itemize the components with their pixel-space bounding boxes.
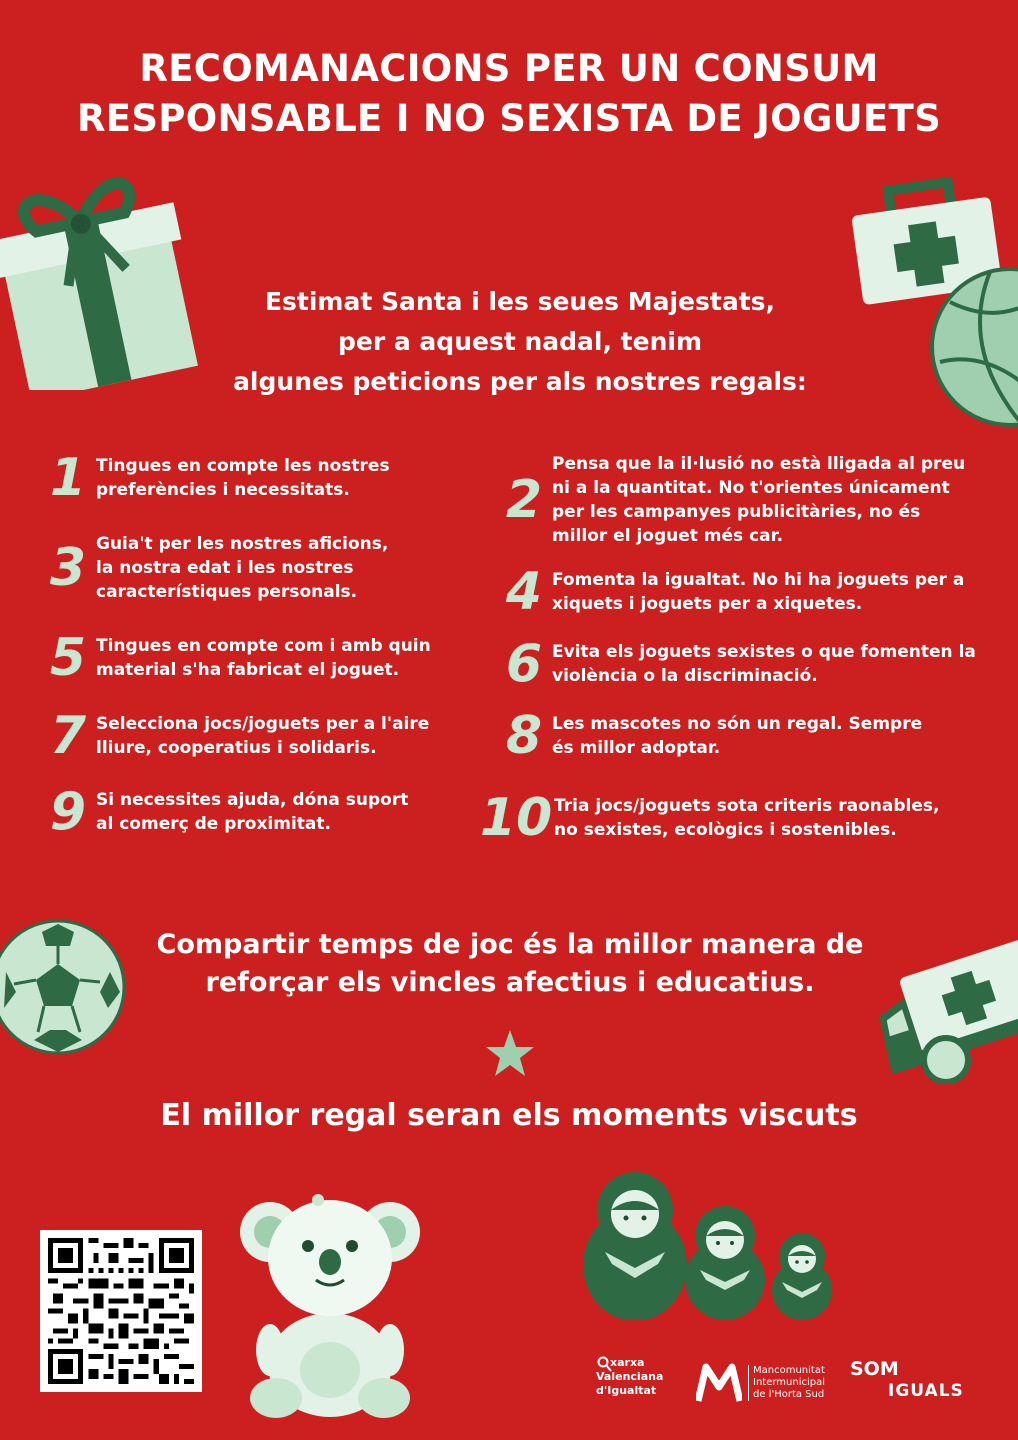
tip-5	[40, 628, 470, 688]
best-gift-text: El millor regal seran els moments viscuts	[160, 1098, 858, 1133]
mancomunitat-m-icon	[696, 1363, 742, 1403]
tip-line: característiques personals.	[96, 582, 358, 602]
tip-line: millor el joguet més car.	[552, 526, 784, 546]
star-icon	[484, 1028, 536, 1078]
matryoshka-dolls-icon	[580, 1170, 842, 1320]
title-line-1: RECOMANACIONS PER UN CONSUM	[139, 47, 879, 90]
tip-number: 7	[49, 706, 87, 766]
tip-text	[552, 712, 922, 760]
teddy-bear-icon	[240, 1180, 420, 1420]
tip-4	[496, 562, 1012, 622]
mancomunitat-line: Mancomunitat	[753, 1365, 825, 1376]
qr-code[interactable]	[40, 1230, 202, 1392]
share-line-1: Compartir temps de joc és la millor manera de	[156, 929, 864, 960]
tip-text	[552, 452, 965, 548]
tip-text	[96, 788, 408, 836]
tip-line: Pensa que la il·lusió no està lligada al preu	[552, 454, 966, 474]
tip-text	[554, 794, 939, 842]
tip-text	[96, 634, 431, 682]
tip-3	[40, 532, 470, 604]
volleyball-icon	[930, 262, 1018, 432]
tip-line: Guia't per les nostres aficions,	[96, 534, 389, 554]
tip-line: al comerç de proximitat.	[96, 814, 331, 834]
tip-number: 3	[49, 538, 87, 598]
mancomunitat-text	[748, 1365, 825, 1401]
tip-text	[96, 712, 429, 760]
tip-line: Fomenta la igualtat. No hi ha joguets per a	[552, 570, 965, 590]
share-text	[90, 926, 930, 1002]
intro-line-1: Estimat Santa i les seues Majestats,	[264, 287, 776, 316]
venus-symbol-icon	[596, 1356, 612, 1374]
tip-8	[496, 706, 1012, 766]
tip-text	[96, 454, 390, 502]
mancomunitat-line: Intermunicipal	[753, 1377, 826, 1388]
title-line-2: RESPONSABLE I NO SEXISTA DE JOGUETS	[76, 97, 942, 140]
ambulance-icon	[872, 934, 1018, 1084]
iguals-text: IGUALS	[888, 1381, 964, 1401]
som-iguals-logo	[850, 1358, 990, 1408]
tip-line: Tingues en compte les nostres	[96, 456, 390, 476]
tip-line: no sexistes, ecològics i sostenibles.	[554, 820, 897, 840]
xarxa-valenciana-logo	[596, 1356, 696, 1410]
mancomunitat-logo	[696, 1358, 846, 1408]
tip-line: xiquets i joguets per a xiquetes.	[552, 594, 863, 614]
tip-line: Selecciona jocs/joguets per a l'aire	[96, 714, 430, 734]
tip-number: 8	[505, 706, 543, 766]
tip-number: 5	[49, 628, 87, 688]
tip-text	[96, 532, 388, 604]
tip-10	[478, 788, 1012, 848]
tip-1	[40, 448, 470, 508]
xarxa-line: Valenciana	[596, 1370, 664, 1383]
tip-6	[496, 634, 1012, 694]
share-line-2: reforçar els vincles afectius i educatius.	[205, 967, 815, 998]
tip-number: 1	[49, 448, 87, 508]
tip-line: ni a la quantitat. No t'orientes únicament	[552, 478, 950, 498]
tip-line: Tingues en compte com i amb quin	[96, 636, 431, 656]
tip-line: Les mascotes no són un regal. Sempre	[552, 714, 923, 734]
tip-text	[552, 640, 976, 688]
poster-title	[0, 44, 1018, 144]
tip-9	[40, 782, 470, 842]
tip-number: 9	[49, 782, 87, 842]
xarxa-line: d'Igualtat	[596, 1384, 657, 1397]
tip-number: 4	[505, 562, 543, 622]
intro-text	[170, 282, 870, 402]
tip-text	[552, 568, 964, 616]
tip-line: és millor adoptar.	[552, 738, 721, 758]
tip-7	[40, 706, 470, 766]
som-text: SOM	[850, 1358, 899, 1380]
mancomunitat-line: de l'Horta Sud	[753, 1389, 825, 1400]
xarxa-line: xarxa	[610, 1356, 645, 1369]
tip-line: material s'ha fabricat el joguet.	[96, 660, 400, 680]
tip-number: 10	[479, 788, 553, 848]
tip-number: 6	[505, 634, 543, 694]
qr-code-pattern	[48, 1238, 194, 1384]
tip-line: lliure, cooperatius i solidaris.	[96, 738, 377, 758]
tip-line: per les campanyes publicitàries, no és	[552, 502, 921, 522]
tip-line: preferències i necessitats.	[96, 480, 350, 500]
tip-line: violència o la discriminació.	[552, 666, 818, 686]
tip-line: la nostra edat i les nostres	[96, 558, 354, 578]
intro-line-2: per a aquest nadal, tenim	[337, 327, 703, 356]
tip-2	[496, 452, 1012, 548]
intro-line-3: algunes peticions per als nostres regals:	[233, 367, 807, 396]
tip-line: Tria jocs/joguets sota criteris raonables,	[554, 796, 940, 816]
tip-line: Evita els joguets sexistes o que fomenten la	[552, 642, 976, 662]
tip-line: Si necessites ajuda, dóna suport	[96, 790, 409, 810]
tip-number: 2	[505, 470, 543, 530]
